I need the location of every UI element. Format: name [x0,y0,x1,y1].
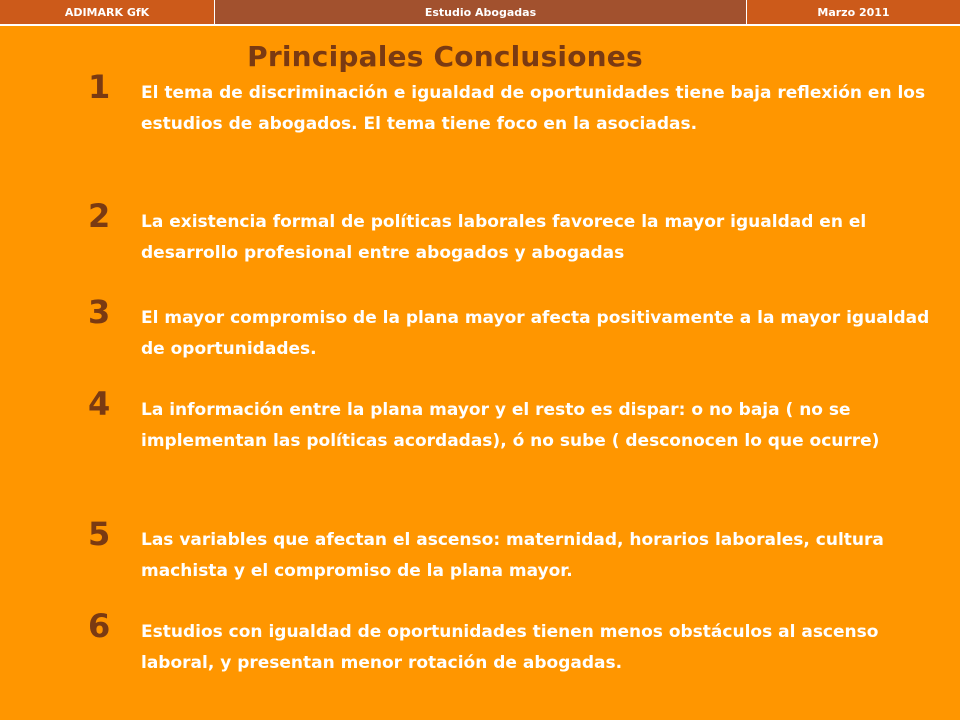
conclusion-number: 4 [88,385,111,423]
conclusion-number: 2 [88,197,111,235]
conclusion-text: Las variables que afectan el ascenso: maternidad, horarios laborales, cultura machista y el compromiso de la plana mayor. [141,530,884,581]
conclusion-text: La información entre la plana mayor y el resto es dispar: o no baja ( no se implementan las políticas acordadas), ó no sube ( desconocen lo que ocurre) [141,400,880,451]
conclusion-number: 3 [88,293,111,331]
conclusion-text: El mayor compromiso de la plana mayor afecta positivamente a la mayor igualdad de oportunidades. [141,308,930,359]
conclusion-text: La existencia formal de políticas laborales favorece la mayor igualdad en el desarrollo profesional entre abogados y abogadas [141,212,867,263]
conclusion-text: Estudios con igualdad de oportunidades tienen menos obstáculos al ascenso laboral, y presentan menor rotación de abogadas. [141,622,879,673]
header-date: Marzo 2011 [747,0,960,24]
header-bar [0,0,960,26]
header-study: Estudio Abogadas [214,0,747,24]
conclusion-number: 5 [88,515,111,553]
conclusion-number: 1 [88,68,111,106]
conclusion-text: El tema de discriminación e igualdad de oportunidades tiene baja reflexión en los estudios de abogados. El tema tiene foco en la asociadas. [141,83,926,134]
header-company: ADIMARK GfK [0,0,214,24]
page-title: Principales Conclusiones [247,40,643,73]
conclusion-number: 6 [88,607,111,645]
